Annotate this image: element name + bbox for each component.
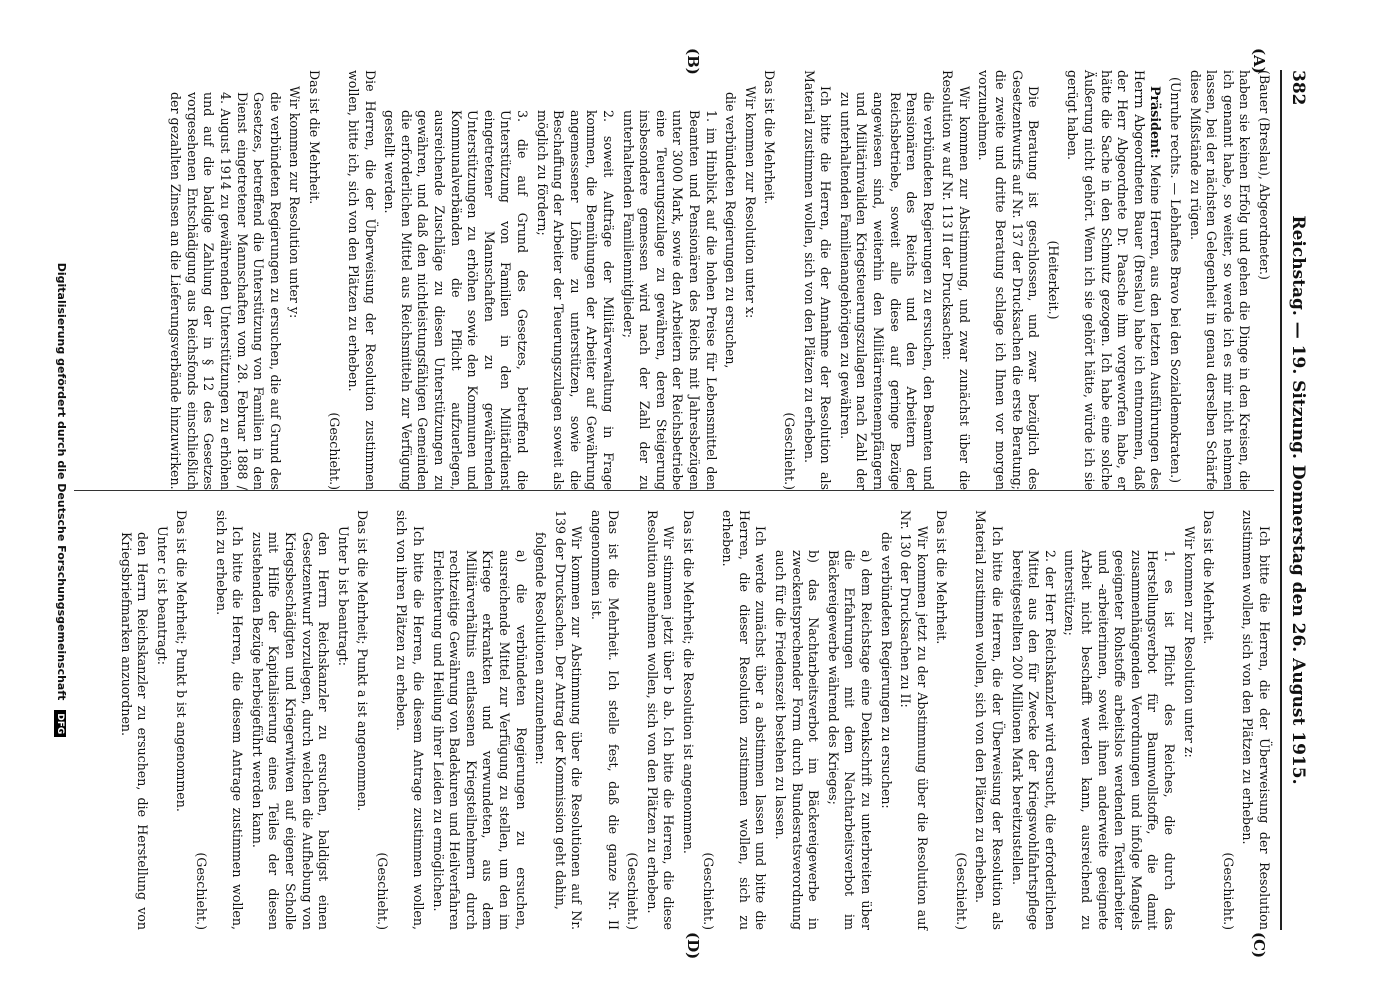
reaction: (Geschieht.) bbox=[374, 852, 390, 930]
reaction: (Geschieht.) bbox=[1220, 852, 1236, 930]
document-page bbox=[32, 20, 1352, 980]
resolution-item: 2. soweit Aufträge der Militärverwaltung in Frage kommen, die Bemühungen der Arbeiter auf Gewährung angemessener Löhne zu unterstützen, sowie die Beschaffung der Arbeiter der Teuerungszulagen soweit als möglich zu fördern; bbox=[534, 110, 616, 490]
resolution-item: 3. die auf Grund des Gesetzes, betreffend die Unterstützung von Familien in den Militärdienst eingetretener Mannschaften zu gewährenden Unterstützungen zu erhöhen sowie den Kommunen und Kommunalverbänden die Pflicht aufzuerlegen, ausreichende Zuschläge zu diesen Unterstützungen zu gewähren, und daß den nichtleistungsfähigen Gemeinden die erforderlichen Mittel aus Reichsmitteln zur Verfügung gestellt werden. bbox=[381, 110, 530, 490]
paragraph: Wir kommen zur Resolution unter x: bbox=[742, 86, 758, 319]
paragraph: Wir kommen zur Resolution unter y: bbox=[286, 86, 302, 319]
resolution-text: den Herrn Reichskanzler zu ersuchen, baldigst einen Gesetzentwurf vorzulegen, durch welchen die Aufhebung von Kriegsbeschädigten und Kriegerwitwen auf eigener Scholle mit Hilfe der Kapitalisierung eines Teiles der diesen zustehenden Bezüge herbeigeführt werden kann. bbox=[249, 532, 331, 930]
paragraph: haben sie keinen Erfolg und gehen die Dinge in den Kreisen, die ich genannt habe, so weiter, so werde ich es mir nicht nehmen lassen, bei der nächsten Gelegenheit in genau derselben Schärfe diese Mißstände zu rügen. bbox=[1187, 70, 1252, 490]
paragraph: Ich werde zunächst über a abstimmen lassen und bitte die Herren, die dieser Resolution zustimmen wollen, sich zu erheben. bbox=[719, 510, 768, 930]
paragraph: Ich bitte die Herren, die der Annahme der Resolution als Material zustimmen wollen, sich von den Plätzen zu erheben. bbox=[801, 70, 833, 490]
paragraph: Ich bitte die Herren, die diesem Antrage zustimmen wollen, sich zu erheben. bbox=[213, 510, 245, 930]
page-title: Reichstag. — 19. Sitzung. Donnerstag den 26. August 1915. bbox=[1287, 215, 1308, 785]
paragraph: Ich bitte die Herren, die diesem Antrage zustimmen wollen, sich von ihren Plätzen zu erheben. bbox=[394, 510, 426, 930]
reaction: (Geschieht.) bbox=[624, 852, 640, 930]
right-column bbox=[114, 510, 1272, 930]
speaker-label: Präsident: bbox=[1147, 86, 1163, 159]
paragraph: Das ist die Mehrheit; Punkt a ist angenommen. bbox=[354, 510, 370, 812]
reaction: (Heiterkeit.) bbox=[1045, 240, 1061, 320]
resolution-item: 1. es ist Pflicht des Reiches, die durch das Herstellungsverbot für Baumwollstoffe, die damit zusammenhängenden Verordnungen und infolge Mangels geeigneter Rohstoffe arbeitslos werdenden Textilarbeiter und -arbeiterinnen, soweit ihnen anderweite geeignete Arbeit nicht beschafft werden kann, ausreichend zu unterstützen; bbox=[1061, 550, 1177, 930]
page-header bbox=[1280, 70, 1312, 930]
footer-text: Digitalisierung gefördert durch die Deutsche Forschungsgemeinschaft bbox=[54, 262, 68, 701]
paragraph: Wir kommen zur Resolution unter z: bbox=[1181, 526, 1197, 758]
reaction: (Geschieht.) bbox=[193, 852, 209, 930]
paragraph: Unter c ist beantragt: bbox=[154, 526, 170, 665]
reaction: (Geschieht.) bbox=[781, 412, 797, 490]
paragraph: Die Beratung ist geschlossen, und zwar bezüglich des Gesetzentwurfs auf Nr. 137 der Drucksachen die erste Beratung; die zweite und dritte Beratung schlage ich Ihnen vor morgen vorzunehmen. bbox=[976, 70, 1041, 490]
column-divider bbox=[74, 490, 1274, 491]
paragraph: Wir kommen jetzt zu der Abstimmung über die Resolution auf Nr. 130 der Drucksachen zu II: bbox=[897, 510, 930, 930]
paragraph: Ich bitte die Herren, die der Überweisung der Resolution als Material zustimmen wollen, sich von den Plätzen zu erheben. bbox=[973, 510, 1005, 930]
dfg-logo: DFG bbox=[54, 710, 66, 737]
paragraph: Wir kommen zur Abstimmung, und zwar zunächst über die Resolution w auf Nr. 113 II der Drucksachen: bbox=[939, 70, 972, 490]
margin-mark-b: (B) bbox=[683, 48, 702, 75]
margin-mark-c: (C) bbox=[1249, 932, 1268, 959]
resolution-item: b) das Nachtarbeitsverbot im Bäckereigewerbe in zweckentsprechender Form durch Bundesratsverordnung auch für die Friedenszeit bestehen zu lassen. bbox=[772, 550, 821, 930]
reaction: (Geschieht.) bbox=[326, 412, 342, 490]
left-column bbox=[163, 70, 1271, 490]
paragraph: Das ist die Mehrheit; die Resolution ist angenommen. bbox=[680, 510, 696, 854]
paragraph: Wir stimmen jetzt über b ab. Ich bitte die Herren, die diese Resolution annehmen wollen, sich von den Plätzen zu erheben. bbox=[644, 510, 676, 930]
reaction: (Geschieht.) bbox=[953, 852, 969, 930]
resolution-item: a) dem Reichstage eine Denkschrift zu unterbreiten über die Erfahrungen mit dem Nachtarbeitsverbot im Bäckereigewerbe während des Krieges; bbox=[825, 550, 874, 930]
resolution-text: den Herrn Reichskanzler zu ersuchen, die Herstellung von Kriegsbriefmarken anzuordnen. bbox=[118, 532, 150, 930]
resolution-item: 2. der Herr Reichskanzler wird ersucht, die erforderlichen Mittel aus den für Zwecke der Kriegswohlfahrtspflege bereitgestellten 200 Millionen Mark bereitzustellen. bbox=[1009, 550, 1058, 930]
resolution-item: a) die verbündeten Regierungen zu ersuchen, ausreichende Mittel zur Verfügung zu stellen, um den im Kriege erkrankten und verwundeten, aus dem Militärverhältnis entlassenen Kriegsteilnehmern durch rechtzeitige Gewährung von Badekuren und Heilverfahren Erleichterung und Heilung ihrer Leiden zu ermöglichen. bbox=[430, 550, 529, 930]
paragraph: Das ist die Mehrheit. bbox=[933, 510, 949, 645]
resolution-text: die verbündeten Regierungen zu ersuchen, bbox=[722, 92, 738, 369]
paragraph: Meine Herren, aus den letzten Ausführungen des Herrn Abgeordneten Bauer (Breslau) habe ich entnommen, daß der Herr Abgeordnete Dr. Paasche ihm vorgeworfen habe, er hätte die Sache in den Schmutz gezogen. Ich habe eine solche Äußerung nicht gehört. Wenn ich sie gehört hätte, würde ich sie gerügt haben. bbox=[1064, 70, 1163, 490]
paragraph: Das ist die Mehrheit. bbox=[306, 70, 322, 205]
paragraph: Das ist die Mehrheit. Ich stelle fest, daß die ganze Nr. II angenommen ist. bbox=[588, 510, 621, 930]
resolution-text: die verbündeten Regierungen zu ersuchen: bbox=[878, 532, 894, 809]
resolution-text: die verbündeten Regierungen zu ersuchen, die auf Grund des Gesetzes, betreffend die Unterstützung von Familien in den Dienst eingetretener Mannschaften vom 28. Februar 1888 / 4. August 1914 zu gewährenden Unterstützungen zu erhöhen und auf die baldige Zahlung der in § 12 des Gesetzes vorgesehenen Entschädigung aus Reichsfonds einschließlich der gezahlten Zinsen an die Lieferungsverbände hinzuwirken. bbox=[167, 92, 283, 490]
reaction: (Unruhe rechts. — Lebhaftes Bravo bei den Sozialdemokraten.) bbox=[1167, 76, 1183, 484]
paragraph: Unter b ist beantragt: bbox=[335, 526, 351, 666]
paragraph: Die Herren, die der Überweisung der Resolution zustimmen wollen, bitte ich, sich von den Plätzen zu erheben. bbox=[345, 70, 378, 490]
paragraph: Das ist die Mehrheit; Punkt b ist angenommen. bbox=[173, 510, 189, 812]
reaction: (Geschieht.) bbox=[700, 852, 716, 930]
page-number: 382 bbox=[1287, 70, 1308, 106]
resolution-text: folgende Resolutionen anzunehmen: bbox=[532, 532, 548, 765]
margin-mark-d: (D) bbox=[683, 932, 702, 960]
margin-mark-a: (A) bbox=[1249, 48, 1268, 74]
speaker-note: (Bauer (Breslau), Abgeordneter.) bbox=[1256, 70, 1272, 280]
paragraph: Das ist die Mehrheit. bbox=[761, 70, 777, 205]
paragraph: Wir kommen zur Abstimmung über die Resolutionen auf Nr. 139 der Drucksachen. Der Antrag der Kommission geht dahin, bbox=[552, 510, 584, 930]
digitization-footer bbox=[54, 20, 68, 980]
paragraph: Ich bitte die Herren, die der Überweisung der Resolution zustimmen wollen, sich von den Plätzen zu erheben. bbox=[1239, 510, 1272, 930]
paragraph: Das ist die Mehrheit. bbox=[1200, 510, 1216, 645]
resolution-text: die verbündeten Regierungen zu ersuchen, den Beamten und Pensionären des Reichs und den Arbeitern der Reichsbetriebe, soweit alle diese auf geringe Bezüge angewiesen sind, weiterhin den Militärrentenempfängern und Militärinvaliden Kriegsteuerungszulagen nach Zahl der zu unterhaltenden Familienangehörigen zu gewähren. bbox=[837, 92, 936, 490]
resolution-item: 1. im Hinblick auf die hohen Preise für Lebensmittel den Beamten und Pensionären des Reichs mit Jahresbezügen unter 3000 Mark, sowie den Arbeitern der Reichsbetriebe eine Teuerungszulage zu gewähren, deren Steigerung insbesondere gemessen wird nach der Zahl der zu unterhaltenden Familienmitglieder; bbox=[620, 110, 719, 490]
